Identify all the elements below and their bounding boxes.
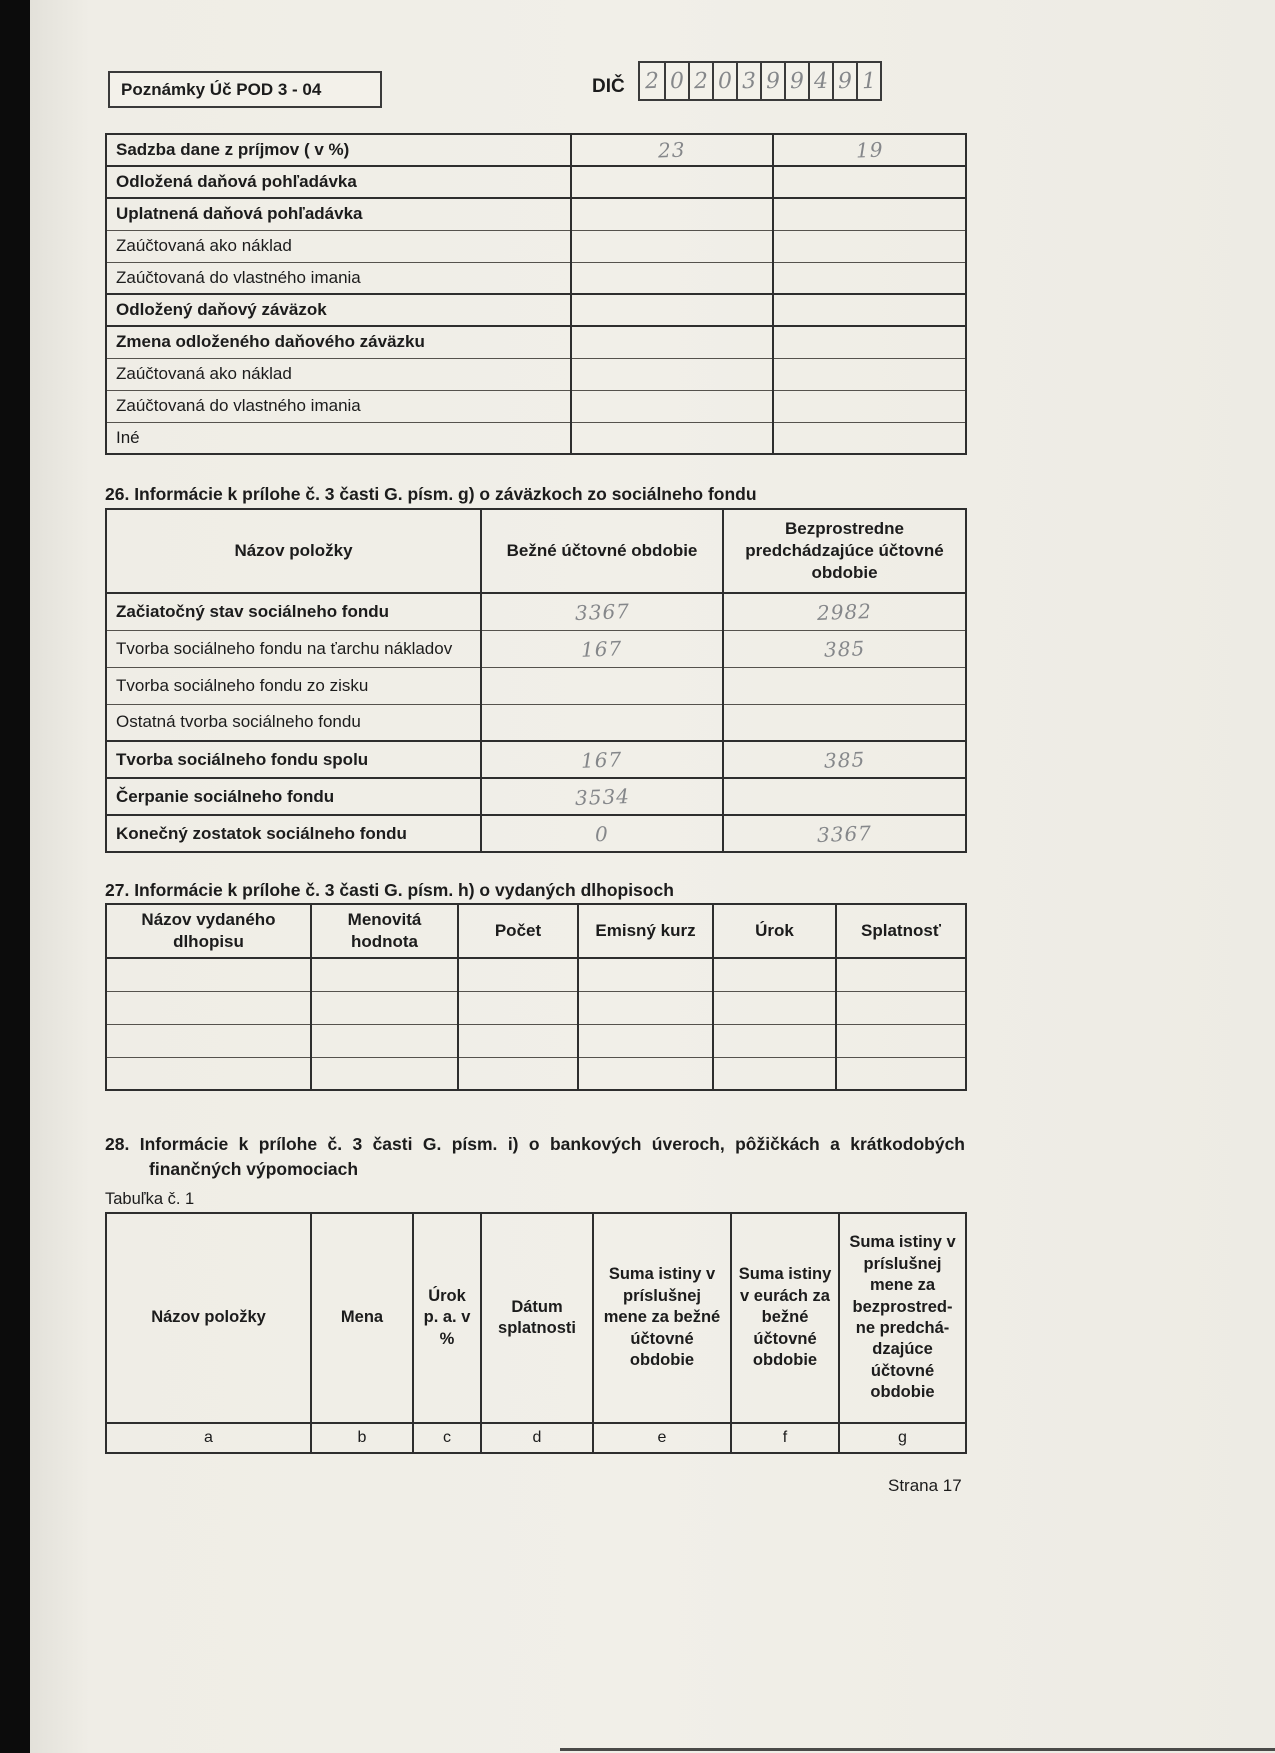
empty-cell: [836, 1024, 966, 1057]
column-letter: f: [731, 1423, 839, 1453]
previous-period-cell: [773, 422, 966, 454]
table-row: [106, 422, 966, 454]
empty-cell: [106, 991, 311, 1024]
dic-digit-cell: [784, 63, 808, 99]
current-period-cell: [481, 593, 723, 630]
column-header: Suma istiny v príslušnej mene za bezprostred-ne predchá- dzajúce účtovné obdobie: [839, 1213, 966, 1423]
table-number-label: Tabuľka č. 1: [105, 1190, 195, 1208]
current-period-cell: [481, 778, 723, 815]
section-27-heading: 27. Informácie k prílohe č. 3 časti G. písm. h) o vydaných dlhopisoch: [105, 880, 674, 900]
current-period-cell: [481, 667, 723, 704]
current-period-cell: [571, 198, 773, 230]
previous-period-cell: [723, 778, 966, 815]
row-label: Zaúčtovaná ako náklad: [106, 358, 571, 390]
column-letter: e: [593, 1423, 731, 1453]
row-label: Tvorba sociálneho fondu zo zisku: [106, 667, 481, 704]
table-header-row: [106, 904, 966, 958]
dic-digit-cell: [688, 63, 712, 99]
table-header-row: [106, 509, 966, 593]
column-header: Názov položky: [106, 1213, 311, 1423]
handwritten-digit: 9: [837, 68, 853, 94]
handwritten-digit: 0: [669, 68, 685, 94]
handwritten-value: 167: [581, 635, 623, 662]
previous-period-cell: [773, 262, 966, 294]
previous-period-cell: [773, 358, 966, 390]
row-label: Zaúčtovaná do vlastného imania: [106, 390, 571, 422]
row-label: Uplatnená daňová pohľadávka: [106, 198, 571, 230]
table-row: [106, 134, 966, 166]
previous-period-cell: [773, 134, 966, 166]
page-number: Strana 17: [888, 1476, 962, 1495]
handwritten-digit: 1: [861, 68, 877, 94]
previous-period-cell: [723, 741, 966, 778]
empty-cell: [713, 991, 836, 1024]
handwritten-value: 3534: [574, 783, 630, 810]
table-row: [106, 326, 966, 358]
section-26-heading: 26. Informácie k prílohe č. 3 časti G. písm. g) o záväzkoch zo sociálneho fondu: [105, 484, 757, 504]
row-label: Odložený daňový záväzok: [106, 294, 571, 326]
column-header: Emisný kurz: [578, 904, 713, 958]
handwritten-value: 385: [823, 635, 866, 662]
current-period-cell: [571, 294, 773, 326]
row-label: Začiatočný stav sociálneho fondu: [116, 601, 390, 621]
column-letter: c: [413, 1423, 481, 1453]
scan-edge-left: [0, 0, 30, 1753]
previous-period-cell: [773, 294, 966, 326]
previous-period-cell: [773, 326, 966, 358]
current-period-cell: [481, 741, 723, 778]
empty-cell: [713, 1024, 836, 1057]
social-fund-table: [105, 508, 967, 853]
empty-cell: [458, 1024, 578, 1057]
column-header: Mena: [311, 1213, 413, 1423]
table-header-row: [106, 1213, 966, 1423]
handwritten-value: 385: [823, 746, 866, 773]
row-label: Zmena odloženého daňového záväzku: [106, 326, 571, 358]
row-label: Zaúčtovaná ako náklad: [106, 230, 571, 262]
handwritten-digit: 0: [717, 68, 733, 94]
empty-cell: [106, 1057, 311, 1090]
handwritten-value: 23: [657, 137, 687, 163]
table-row: [106, 704, 966, 741]
section-28-heading-line2: finančných výpomociach: [149, 1159, 359, 1179]
handwritten-value: 2982: [816, 598, 873, 625]
column-letter: b: [311, 1423, 413, 1453]
dic-digit-cell: [712, 63, 736, 99]
table-row: [106, 630, 966, 667]
handwritten-digit: 9: [789, 68, 805, 94]
row-label: Tvorba sociálneho fondu na ťarchu nákladov: [106, 630, 481, 667]
table-row: [106, 198, 966, 230]
previous-period-cell: [723, 667, 966, 704]
row-label: Iné: [106, 422, 571, 454]
form-identifier-box: [108, 71, 382, 108]
current-period-cell: [571, 422, 773, 454]
row-label: Odložená daňová pohľadávka: [106, 166, 571, 198]
bonds-table: [105, 903, 967, 1091]
row-label: Čerpanie sociálneho fondu: [106, 778, 481, 815]
previous-period-cell: [723, 704, 966, 741]
table-row: [106, 390, 966, 422]
row-label: Konečný zostatok sociálneho fondu: [106, 815, 481, 852]
handwritten-digit: 4: [813, 68, 829, 94]
table-row: [106, 358, 966, 390]
empty-cell: [311, 1024, 458, 1057]
table-row: [106, 1024, 966, 1057]
empty-cell: [713, 1057, 836, 1090]
table-row: [106, 166, 966, 198]
dic-number-boxes: [638, 61, 882, 101]
handwritten-value: 167: [581, 746, 623, 773]
empty-cell: [106, 958, 311, 991]
dic-digit-cell: [760, 63, 784, 99]
column-header: Splatnosť: [836, 904, 966, 958]
column-header: Názov položky: [106, 509, 481, 593]
previous-period-cell: [723, 630, 966, 667]
dic-label: DIČ: [592, 76, 625, 97]
column-header: Úrok: [713, 904, 836, 958]
column-header: Názov vydaného dlhopisu: [106, 904, 311, 958]
previous-period-cell: [773, 390, 966, 422]
empty-cell: [578, 958, 713, 991]
row-label: Sadzba dane z príjmov ( v %): [116, 140, 350, 159]
row-label: Zaúčtovaná do vlastného imania: [106, 262, 571, 294]
table-row: [106, 958, 966, 991]
current-period-cell: [571, 262, 773, 294]
column-header: Suma istiny v eurách za bežné účtovné obdobie: [731, 1213, 839, 1423]
current-period-cell: [481, 815, 723, 852]
table-row: [106, 294, 966, 326]
handwritten-value: 3367: [816, 820, 873, 847]
empty-cell: [106, 1024, 311, 1057]
previous-period-cell: [723, 593, 966, 630]
column-letter: a: [106, 1423, 311, 1453]
current-period-cell: [571, 390, 773, 422]
table-row: [106, 230, 966, 262]
table-row: [106, 991, 966, 1024]
section-28-heading-line1: 28. Informácie k prílohe č. 3 časti G. písm. i) o bankových úveroch, pôžičkách a krátkodobých: [105, 1134, 965, 1154]
empty-cell: [578, 991, 713, 1024]
previous-period-cell: [723, 815, 966, 852]
empty-cell: [458, 958, 578, 991]
scan-edge-bottom: [560, 1748, 1275, 1751]
dic-digit-cell: [832, 63, 856, 99]
column-header: Počet: [458, 904, 578, 958]
current-period-cell: [571, 358, 773, 390]
deferred-tax-table: [105, 133, 967, 455]
empty-cell: [578, 1057, 713, 1090]
table-row: [106, 778, 966, 815]
table-row: [106, 1057, 966, 1090]
empty-cell: [458, 991, 578, 1024]
empty-cell: [458, 1057, 578, 1090]
column-header: Bezprostredne predchádzajúce účtovné obdobie: [723, 509, 966, 593]
empty-cell: [713, 958, 836, 991]
empty-cell: [836, 958, 966, 991]
table-row: [106, 262, 966, 294]
column-header: Suma istiny v príslušnej mene za bežné účtovné obdobie: [593, 1213, 731, 1423]
form-identifier-label: Poznámky Úč POD 3 - 04: [121, 79, 322, 99]
handwritten-value: 19: [855, 137, 884, 163]
column-header: Bežné účtovné obdobie: [481, 509, 723, 593]
current-period-cell: [481, 704, 723, 741]
handwritten-digit: 2: [644, 68, 660, 94]
handwritten-digit: 2: [693, 68, 709, 94]
empty-cell: [836, 991, 966, 1024]
table-row: [106, 815, 966, 852]
table-row: [106, 741, 966, 778]
table-row: [106, 667, 966, 704]
handwritten-digit: 3: [741, 68, 757, 94]
dic-digit-cell: [856, 63, 880, 99]
current-period-cell: [571, 326, 773, 358]
column-letter: g: [839, 1423, 966, 1453]
previous-period-cell: [773, 198, 966, 230]
dic-digit-cell: [736, 63, 760, 99]
dic-digit-cell: [664, 63, 688, 99]
section-28-heading: [105, 1134, 965, 1180]
handwritten-digit: 9: [765, 68, 781, 94]
handwritten-value: 0: [594, 821, 610, 846]
empty-cell: [311, 1057, 458, 1090]
previous-period-cell: [773, 230, 966, 262]
current-period-cell: [481, 630, 723, 667]
empty-cell: [836, 1057, 966, 1090]
current-period-cell: [571, 134, 773, 166]
current-period-cell: [571, 230, 773, 262]
dic-digit-cell: [640, 63, 664, 99]
loans-table: [105, 1212, 967, 1454]
column-header: Dátum splatnosti: [481, 1213, 593, 1423]
column-header: Úrok p. a. v %: [413, 1213, 481, 1423]
row-label: Ostatná tvorba sociálneho fondu: [106, 704, 481, 741]
previous-period-cell: [773, 166, 966, 198]
handwritten-value: 3367: [574, 598, 630, 625]
empty-cell: [578, 1024, 713, 1057]
row-label: Tvorba sociálneho fondu spolu: [106, 741, 481, 778]
column-letter: d: [481, 1423, 593, 1453]
table-row: [106, 593, 966, 630]
empty-cell: [311, 958, 458, 991]
column-header: Menovitá hodnota: [311, 904, 458, 958]
current-period-cell: [571, 166, 773, 198]
column-letters-row: [106, 1423, 966, 1453]
dic-digit-cell: [808, 63, 832, 99]
empty-cell: [311, 991, 458, 1024]
